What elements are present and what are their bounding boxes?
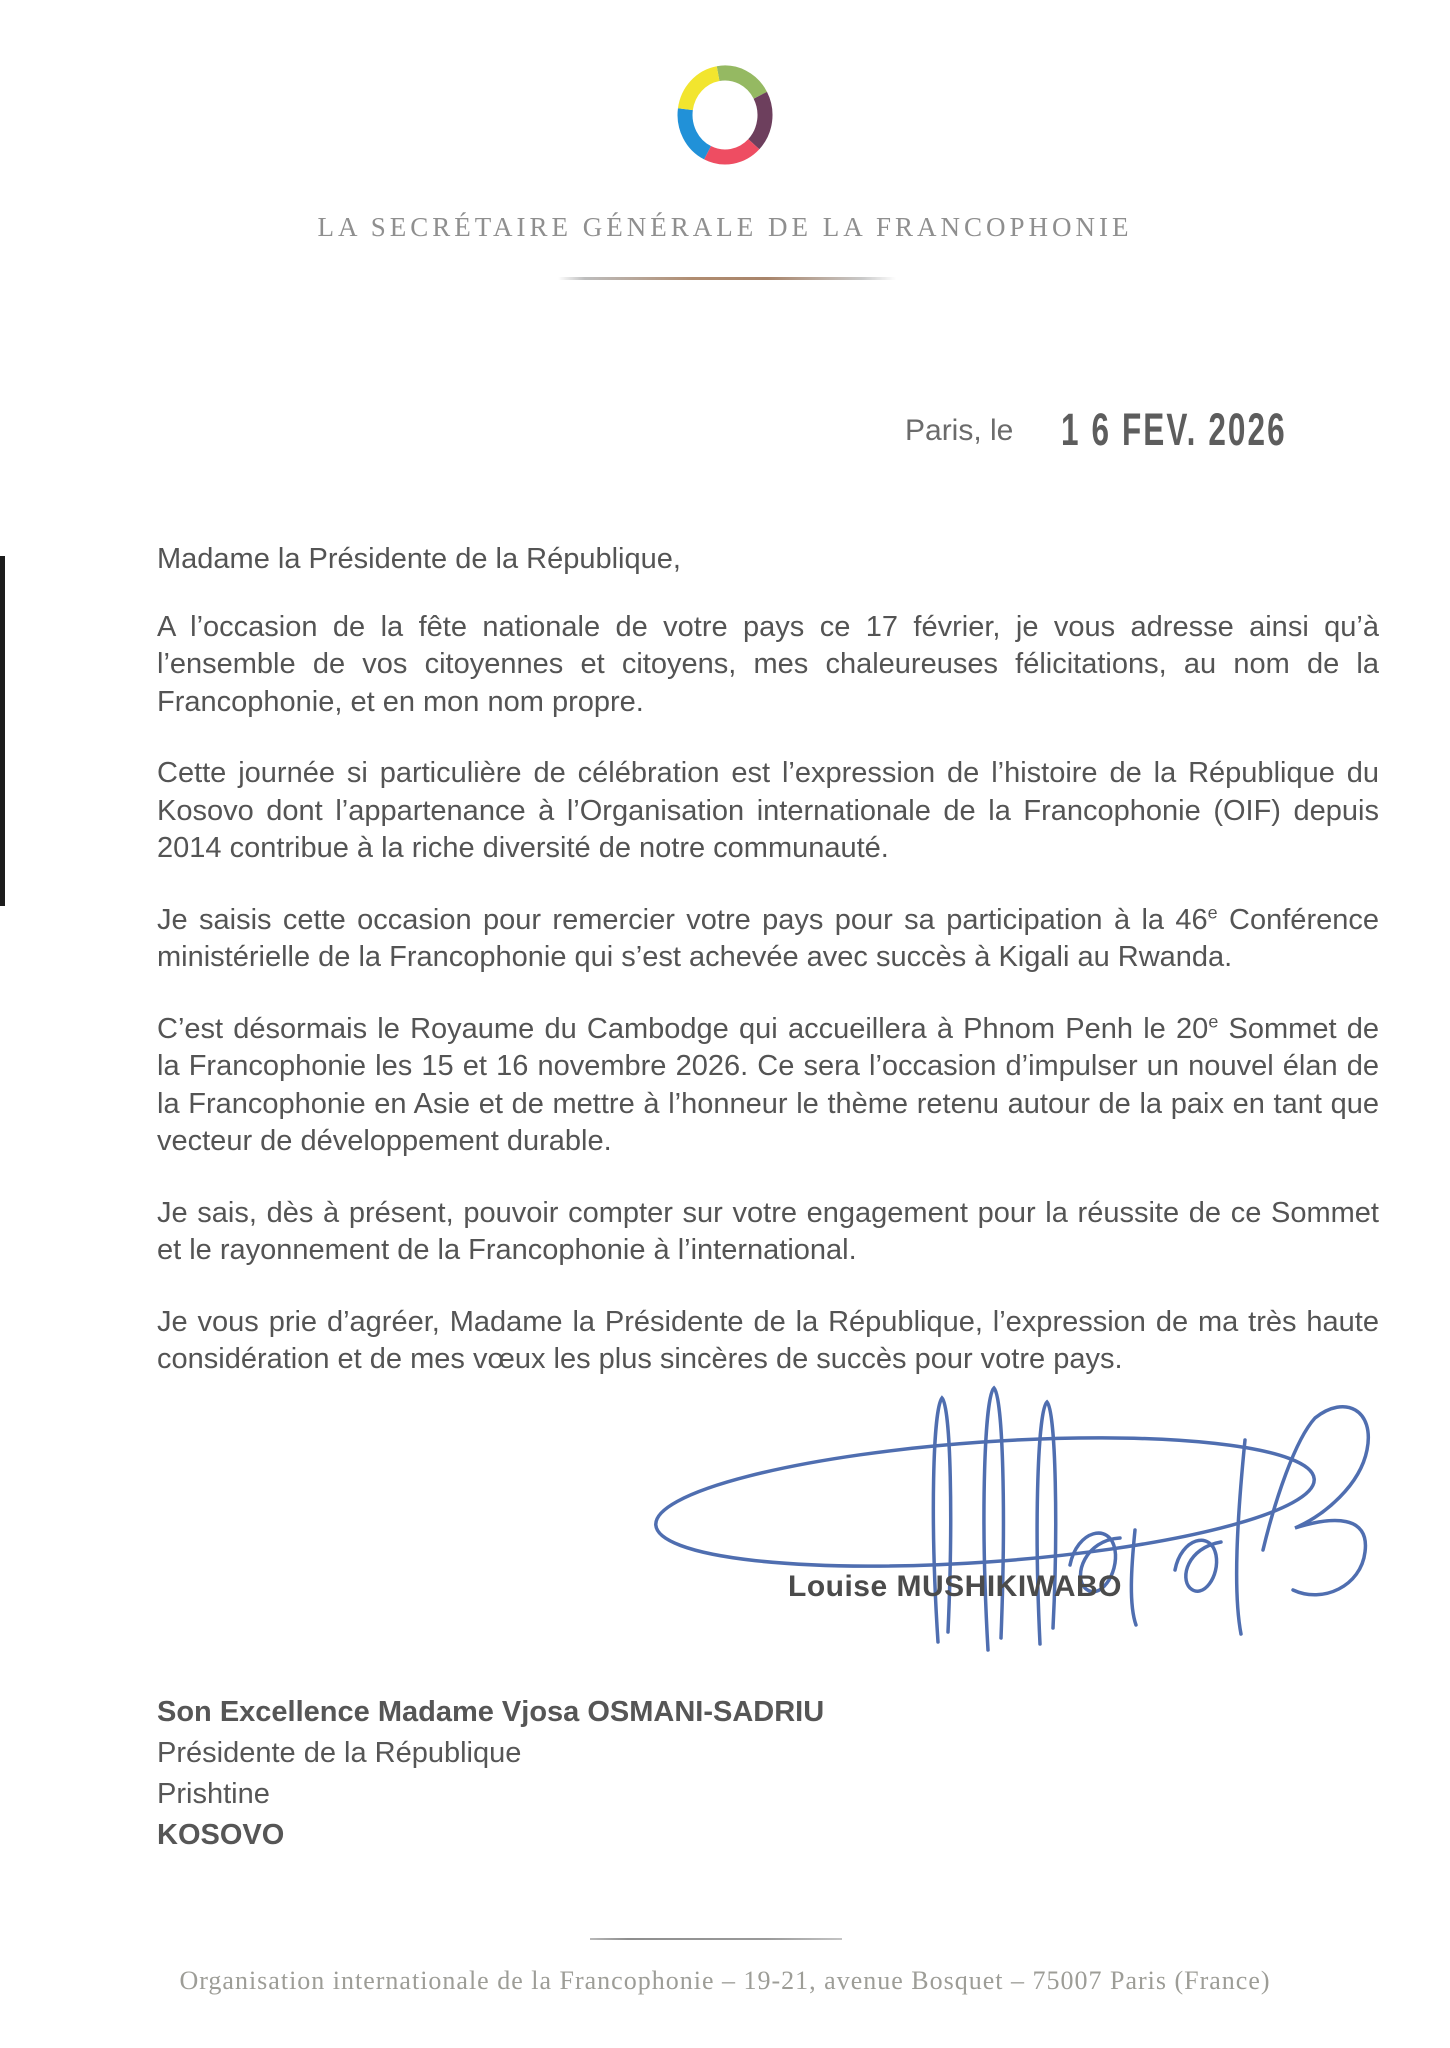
footer-address: Organisation internationale de la Francophonie – 19-21, avenue Bosquet – 75007 Paris (France) bbox=[179, 1966, 1271, 1995]
date-stamp: 1 6 FEV. 2026 bbox=[1061, 404, 1288, 455]
recipient-block bbox=[157, 1692, 824, 1856]
signature-stroke bbox=[984, 1388, 1003, 1650]
paragraph-3-text: Je saisis cette occasion pour remercier votre pays pour sa participation à la 46 bbox=[157, 903, 1208, 936]
logo-segment-green bbox=[718, 73, 760, 95]
signature-stroke bbox=[1263, 1407, 1368, 1595]
logo-segment-red bbox=[708, 144, 754, 157]
letter-body bbox=[157, 541, 1379, 1413]
oif-ring-logo-icon bbox=[662, 50, 788, 182]
organization-title: LA SECRÉTAIRE GÉNÉRALE DE LA FRANCOPHONIE bbox=[317, 212, 1133, 242]
recipient-name: Son Excellence Madame Vjosa OSMANI-SADRIU bbox=[157, 1696, 825, 1728]
paragraph-3-text-after: Conférence ministérielle de la Francophonie qui s’est achevée avec succès à Kigali au Rwanda. bbox=[157, 903, 1379, 973]
ordinal-superscript: e bbox=[1208, 1010, 1219, 1031]
letterhead bbox=[0, 50, 1450, 182]
ordinal-superscript: e bbox=[1207, 901, 1218, 922]
footer-divider bbox=[590, 1938, 842, 1940]
signature-stroke bbox=[1237, 1440, 1245, 1634]
scan-artifact-line bbox=[0, 556, 5, 906]
signature-stroke bbox=[1131, 1530, 1136, 1625]
dateline-place: Paris, le bbox=[905, 414, 1014, 447]
recipient-title: Présidente de la République bbox=[157, 1737, 522, 1769]
logo-segment-blue bbox=[685, 109, 707, 153]
paragraph-2: Cette journée si particulière de célébration est l’expression de l’histoire de la République du Kosovo dont l’appartenance à l’Organisation internationale de la Francophonie (OIF) depuis 2014 contribue à la riche diversité de notre communauté. bbox=[157, 757, 1379, 864]
paragraph-4-text: C’est désormais le Royaume du Cambodge qui accueillera à Phnom Penh le 20 bbox=[157, 1012, 1209, 1045]
dateline bbox=[905, 404, 1384, 456]
paragraph-4 bbox=[157, 1011, 1379, 1161]
recipient-country: KOSOVO bbox=[157, 1819, 285, 1851]
logo-segment-purple bbox=[754, 95, 765, 144]
paragraph-5: Je sais, dès à présent, pouvoir compter sur votre engagement pour la réussite de ce Sommet et le rayonnement de la Francophonie à l’international. bbox=[157, 1196, 1379, 1266]
paragraph-3 bbox=[157, 902, 1379, 977]
signature-stroke bbox=[1175, 1540, 1221, 1591]
paragraph-1: A l’occasion de la fête nationale de votre pays ce 17 février, je vous adresse ainsi qu’à l’ensemble de vos citoyennes et citoyens, mes chaleureuses félicitations, au nom de la Francophonie, et en mon nom propre. bbox=[157, 610, 1379, 718]
signature-stroke bbox=[933, 1398, 950, 1642]
salutation: Madame la Présidente de la République, bbox=[157, 543, 681, 575]
logo-segment-yellow bbox=[685, 74, 718, 110]
paragraph-4-text-after: Sommet de la Francophonie les 15 et 16 novembre 2026. Ce sera l’occasion d’impulser un nouvel élan de la Francophonie en Asie et de mettre à l’honneur le thème retenu autour de la paix en tant que vecteur de développement durable. bbox=[157, 1012, 1379, 1157]
recipient-city: Prishtine bbox=[157, 1778, 270, 1810]
signatory-name: Louise MUSHIKIWABO bbox=[788, 1570, 1123, 1603]
letterhead-divider bbox=[558, 277, 896, 280]
handwritten-signature bbox=[615, 1380, 1375, 1655]
paragraph-6: Je vous prie d’agréer, Madame la Présidente de la République, l’expression de ma très haute considération et de mes vœux les plus sincères de succès pour votre pays. bbox=[157, 1305, 1379, 1375]
